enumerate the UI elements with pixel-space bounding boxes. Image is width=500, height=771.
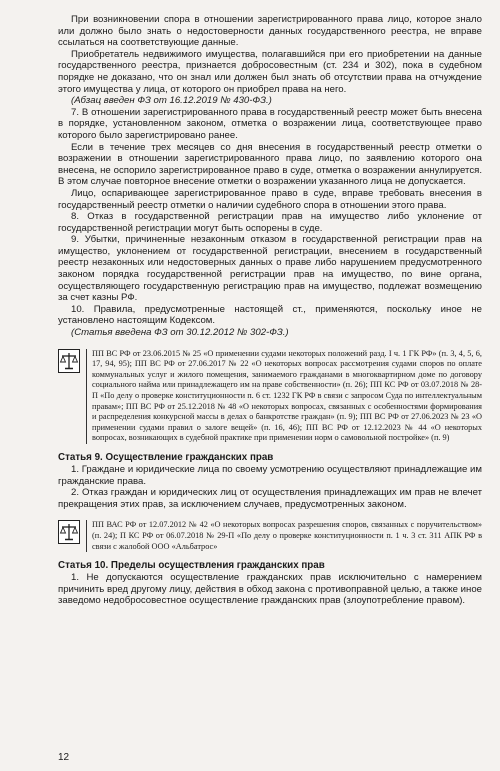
paragraph: Если в течение трех месяцев со дня внесения в государственный реестр отметки о возражении в отношении зарегистрированного права лицо, по заявлению которого она внесена, не оспорило зарегистрированное право в суде, отметка о возражении аннулируется. В этом случае повторное внесение отметки о возражении указанного лица не допускается. [58, 141, 482, 188]
case-law-reference [58, 520, 482, 552]
paragraph: 1. Не допускаются осуществление гражданских прав исключительно с намерением причинить вред другому лицу, действия в обход закона с противоправной целью, а также иное заведомо недобросовестное осуществление гражданских прав (злоупотребление правом). [58, 572, 482, 607]
paragraph: 7. В отношении зарегистрированного права в государственный реестр может быть внесена в порядке, установленном законом, отметка о возражении лица, соответствующее право которого было зарегистрировано ранее. [58, 106, 482, 141]
reference-text: ПП ВС РФ от 23.06.2015 № 25 «О применении судами некоторых положений разд. I ч. 1 ГК РФ» (п. 3, 4, 5, 6, 17, 94, 95); ПП ВС РФ от 27.06.2017 № 22 «О некоторых вопросах рассмотрения судами споров по оплате коммунальных услуг и жилого помещения, занимаемого гражданами в многоквартирном доме по договору социального найма или принадлежащего им на праве собственности» (п. 26); ПП КС РФ от 03.07.2018 № 28-П «По делу о проверке конституционности п. 6 ст. 1232 ГК РФ в связи с запросом Суда по интеллектуальным правам»; ПП ВС РФ от 25.12.2018 № 48 «О некоторых вопросах, связанных с особенностями формирования и распределения конкурсной массы в делах о банкротстве граждан» (п. 9); ПП ВС РФ от 27.06.2023 № 23 «О применении судами правил о залоге вещей» (п. 16, 46); ПП ВС РФ от 12.12.2023 № 44 «О некоторых вопросах, возникающих в судебной практике при применении норм о самовольной постройке» (п. 9) [86, 349, 482, 444]
paragraph: При возникновении спора в отношении зарегистрированного права лицо, которое знало или должно было знать о недостоверности данных государственного реестра, не вправе ссылаться на соответствующие данные. [58, 14, 482, 49]
paragraph: Приобретатель недвижимого имущества, полагавшийся при его приобретении на данные государственного реестра, признается добросовестным (ст. 234 и 302), пока в судебном порядке не доказано, что он знал или должен был знать об отсутствии права на отчуждение этого имущества у лица, от которого он приобрел права на него. [58, 48, 482, 95]
paragraph: 10. Правила, предусмотренные настоящей ст., применяются, поскольку иное не установлено настоящим Кодексом. [58, 303, 482, 327]
paragraph: 8. Отказ в государственной регистрации прав на имущество либо уклонение от государственной регистрации могут быть оспорены в суде. [58, 211, 482, 234]
reference-text: ПП ВАС РФ от 12.07.2012 № 42 «О некоторых вопросах разрешения споров, связанных с поручительством» (п. 24); П КС РФ от 06.07.2018 № 29-П «По делу о проверке конституционности п. 1 ч. 3 ст. 311 АПК РФ в связи с жалобой ООО «Альбатрос» [86, 520, 482, 552]
scales-of-justice-icon [58, 520, 80, 544]
scales-of-justice-icon [58, 349, 80, 373]
amendment-note: (Абзац введен ФЗ от 16.12.2019 № 430-ФЗ.) [71, 95, 272, 107]
page-number: 12 [58, 752, 70, 763]
paragraph: Лицо, оспаривающее зарегистрированное право в суде, вправе требовать внесения в государственный реестр отметки о наличии судебного спора в отношении этого права. [58, 187, 482, 211]
article-9-title: Статья 9. Осуществление гражданских прав [58, 451, 274, 463]
case-law-reference [58, 349, 482, 444]
article-10-title: Статья 10. Пределы осуществления гражданских прав [58, 560, 325, 572]
amendment-note: (Статья введена ФЗ от 30.12.2012 № 302-ФЗ.) [71, 327, 289, 339]
paragraph: 2. Отказ граждан и юридических лиц от осуществления принадлежащих им прав не влечет прекращения этих прав, за исключением случаев, предусмотренных законом. [58, 487, 482, 510]
paragraph: 1. Граждане и юридические лица по своему усмотрению осуществляют принадлежащие им гражданские права. [58, 463, 482, 487]
paragraph: 9. Убытки, причиненные незаконным отказом в государственной регистрации прав на имущество, уклонением от государственной регистрации, внесением в государственный реестр незаконных или недостоверных данных о праве либо нарушением предусмотренного законом порядка государственной регистрации прав на имущество, по вине органа, осуществляющего государственную регистрацию прав на имущество, подлежат возмещению за счет казны РФ. [58, 234, 482, 304]
